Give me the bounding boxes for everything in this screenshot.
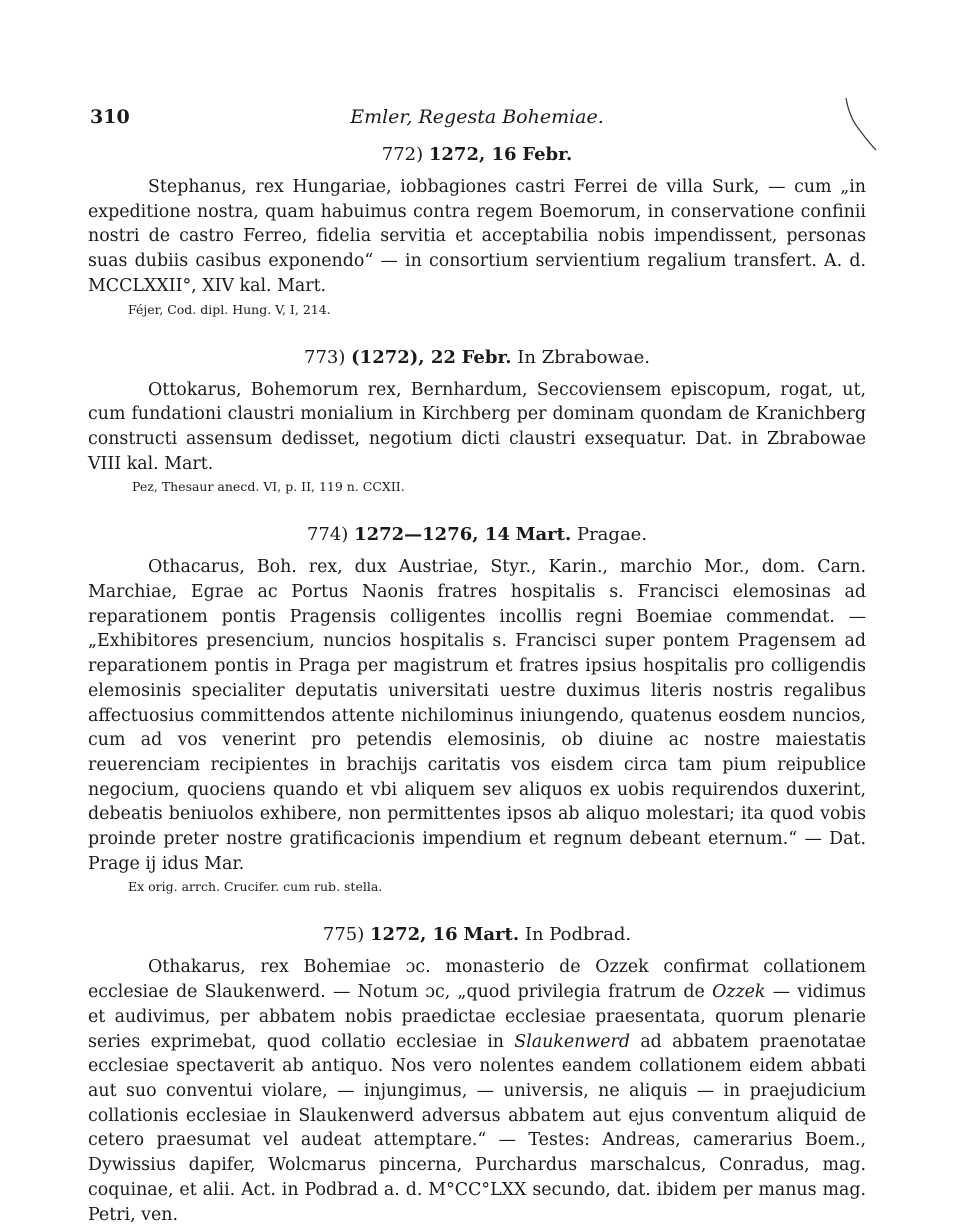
- entry-month: Febr.: [522, 144, 573, 165]
- entry-text: [88, 955, 866, 1227]
- entry-place: In Zbrabowae.: [517, 346, 650, 368]
- running-title: Emler, Regesta Bohemiae.: [350, 106, 604, 128]
- entry-date: 1272, 16: [428, 144, 517, 165]
- text-segment: Othakarus, rex Bohemiae ɔc. monasterio de Ozzek confirmat collationem ecclesiae de Slaukenwerd. — Notum ɔc, „quod privilegia fratrum de: [88, 957, 866, 1003]
- entry-number: 775): [322, 924, 365, 946]
- entry-date: (1272), 22: [351, 346, 456, 368]
- entry-month: Febr.: [461, 346, 512, 368]
- source-citation: Pez, Thesaur anecd. VI, p. II, 119 n. CCXII.: [132, 479, 405, 495]
- entry-text: Ottokarus, Bohemorum rex, Bernhardum, Seccoviensem episcopum, rogat, ut, cum fundationi claustri monialium in Kirchberg per dominam quondam de Kranichberg constructi assensum dedisset, negotium dicti claustri exsequatur. Dat. in Zbrabowae VIII kal. Mart.: [88, 379, 866, 474]
- entry-heading: [88, 924, 866, 945]
- source-citation: Féjer, Cod. dipl. Hung. V, I, 214.: [128, 301, 331, 317]
- entry-month: Mart.: [463, 924, 520, 946]
- entry-heading: [88, 144, 866, 165]
- entry-month: Mart.: [515, 524, 572, 546]
- entry-date: 1272, 16: [370, 924, 458, 946]
- entry-text: Stephanus, rex Hungariae, iobbagiones castri Ferrei de villa Surk, — cum „in expeditione nostra, quam habuimus contra regem Boemorum, in conservatione confinii nostri de castro Ferreo, fidelia servitia et acceptabilia nobis impendissent, personas suas dubiis casibus exponendo“ — in consortium servientium regalium transfert. A. d. MCCLXXII°, XIV kal. Mart.: [88, 177, 866, 296]
- entry-number: 773): [304, 346, 346, 368]
- entry-number: 774): [306, 524, 349, 546]
- entry-heading: [88, 524, 866, 545]
- pencil-mark-icon: [840, 96, 880, 152]
- entry-number: 772): [381, 144, 424, 165]
- italic-place-name: Ozzek: [712, 982, 766, 1003]
- page-header: [88, 96, 866, 136]
- entry-place: In Podbrad.: [524, 924, 632, 946]
- text-segment: — vidimus et audivimus, per abbatem nobis praedictae ecclesiae praesentata, quorum plenarie series exprimebat, quod collatio ecclesiae in: [88, 982, 866, 1052]
- text-segment: ad abbatem praenotatae ecclesiae spectaverit ab antiquo. Nos vero nolentes eandem collationem eidem abbati aut suo conventui violare, — injungimus, — universis, ne aliquis — in praejudicium collationis ecclesiae in Slaukenwerd adversus abbatem aut ejus conventum aliquid de cetero praesumat vel audeat attemptare.“ — Testes: Andreas, camerarius Boem., Dywissius dapifer, Wolcmarus pincerna, Purchardus marschalcus, Conradus, mag. coquinae, et alii. Act. in Podbrad a. d. M°CC°LXX secundo, dat. ibidem per manus mag. Petri, ven.: [88, 1031, 866, 1225]
- document-page: [88, 96, 866, 1227]
- entry-text: Othacarus, Boh. rex, dux Austriae, Styr., Karin., marchio Mor., dom. Carn. Marchiae, Egrae ac Portus Naonis fratres hospitalis s. Francisci elemosinas ad reparationem pontis Pragensis colligentes incollis regni Boemiae commendat. — „Exhibitores presencium, nuncios hospitalis s. Francisci super pontem Pragensem ad reparationem pontis in Praga per magistrum et fratres ipsius hospitalis pro colligendis elemosinis specialiter deputatis universitati uestre duximus literis nostris regalibus affectuosius committendos attente nichilominus iniungendo, quatenus eosdem nuncios, cum ad vos venerint pro petendis elemosinis, ob diuine ac nostre maiestatis reuerenciam recipientes in brachijs caritatis vos eisdem circa tam pium reipublice negocium, quociens quando et vbi aliquem sev aliquos ex uobis requirendos duxerint, debeatis beniuolos exhibere, non permittentes ipsos ab aliquo molestari; ita quod vobis proinde preter nostre gratificacionis impendium et regnum debeant eternum.“ — Dat. Prage ij idus Mar.: [88, 557, 866, 874]
- page-number: 310: [90, 106, 130, 128]
- entry-place: Pragae.: [576, 524, 648, 546]
- source-citation: Ex orig. arrch. Crucifer. cum rub. stella.: [128, 879, 383, 895]
- italic-place-name: Slaukenwerd: [514, 1031, 630, 1052]
- entry-heading: [88, 347, 866, 368]
- entry-date: 1272—1276, 14: [354, 524, 510, 546]
